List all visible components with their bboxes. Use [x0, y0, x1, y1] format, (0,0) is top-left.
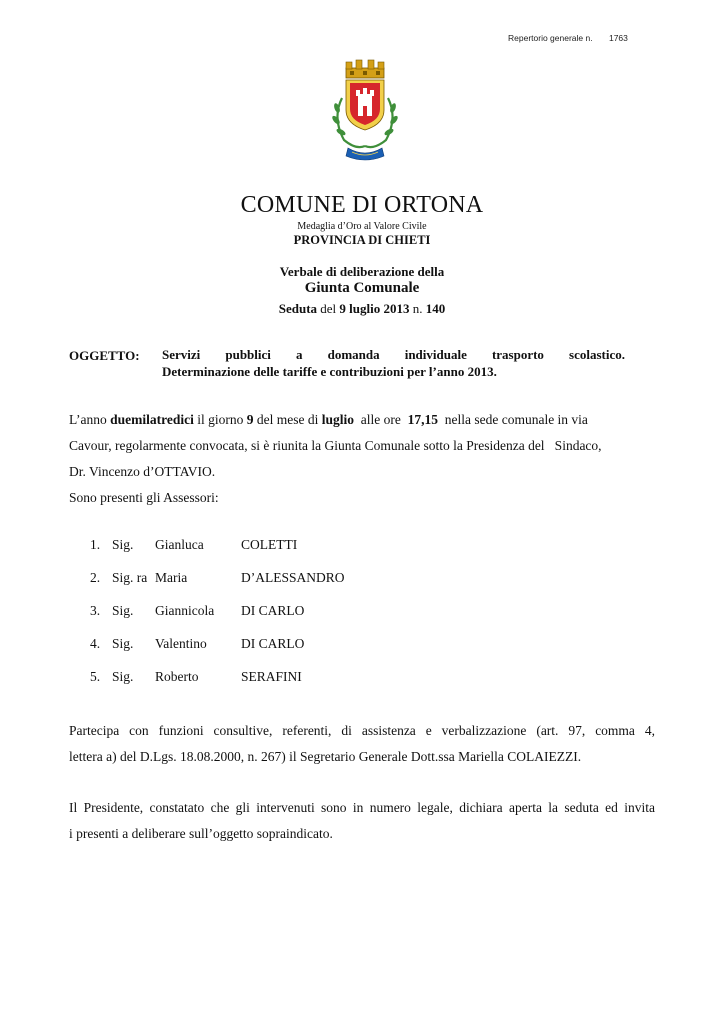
partecipa-paragraph [69, 718, 655, 770]
oggetto-line-2: Determinazione delle tariffe e contribuzioni per l’anno 2013. [162, 364, 497, 379]
seduta-n-label: n. [412, 301, 423, 316]
intro-year: duemilatredici [110, 412, 194, 427]
item-last-name: SERAFINI [241, 669, 302, 684]
partecipa-line-1: Partecipa con funzioni consultive, referenti, di assistenza e verbalizzazione (art. 97, comma 4, [69, 723, 655, 738]
partecipa-line-2: lettera a) del D.Lgs. 18.08.2000, n. 267) il Segretario Generale Dott.ssa Mariella COLAIEZZI. [69, 749, 582, 764]
item-first-name: Gianluca [155, 537, 204, 552]
intro-day: 9 [246, 412, 254, 427]
verbale-heading: Verbale di deliberazione della [279, 264, 445, 279]
item-title: Sig. [112, 669, 134, 684]
seduta-line [0, 301, 724, 317]
intro-line-1: L’anno duemilatredici il giorno 9 del mese di luglio alle ore 17,15 nella sede comunale in via [69, 412, 588, 427]
item-title: Sig. ra [112, 570, 148, 585]
presidente-line-1: Il Presidente, constatato che gli intervenuti sono in numero legale, dichiara aperta la seduta ed invita [69, 800, 655, 815]
intro-paragraph [69, 407, 655, 511]
seduta-number: 140 [425, 301, 446, 316]
seduta-date: 9 luglio 2013 [339, 301, 410, 316]
item-number: 2. [90, 570, 101, 585]
item-title: Sig. [112, 636, 134, 651]
ortona-coat-of-arms-icon [322, 58, 408, 164]
intro-month: luglio [321, 412, 354, 427]
intro-time: 17,15 [407, 412, 438, 427]
item-first-name: Giannicola [155, 603, 215, 618]
item-first-name: Valentino [155, 636, 207, 651]
item-title: Sig. [112, 537, 134, 552]
intro-line-2: Cavour, regolarmente convocata, si è riunita la Giunta Comunale sotto la Presidenza del Sindaco, [69, 438, 602, 453]
item-first-name: Roberto [155, 669, 199, 684]
item-last-name: COLETTI [241, 537, 298, 552]
subtitle: Medaglia d’Oro al Valore Civile [297, 221, 427, 232]
page-title: COMUNE DI ORTONA [240, 192, 484, 218]
presidente-line-2: i presenti a deliberare sull’oggetto sopraindicato. [69, 826, 333, 841]
intro-line-3: Dr. Vincenzo d’OTTAVIO. [69, 464, 216, 479]
item-number: 1. [90, 537, 101, 552]
item-number: 5. [90, 669, 101, 684]
oggetto-label: OGGETTO: [69, 348, 140, 363]
item-last-name: DI CARLO [241, 636, 305, 651]
repertorio-number: 1763 [608, 33, 628, 43]
repertorio-label: Repertorio generale n. [508, 33, 593, 43]
item-last-name: D’ALESSANDRO [241, 570, 345, 585]
intro-line-4: Sono presenti gli Assessori: [69, 490, 219, 505]
item-first-name: Maria [155, 570, 188, 585]
item-title: Sig. [112, 603, 134, 618]
oggetto-line-1: Servizi pubblici a domanda individuale trasporto scolastico. [162, 347, 625, 362]
item-number: 3. [90, 603, 101, 618]
item-number: 4. [90, 636, 101, 651]
seduta-del: del [320, 301, 337, 316]
repertorio-generale [508, 33, 628, 43]
presidente-paragraph [69, 795, 655, 847]
provincia: PROVINCIA DI CHIETI [293, 233, 431, 247]
seduta-label: Seduta [278, 301, 318, 316]
item-last-name: DI CARLO [241, 603, 305, 618]
giunta-heading: Giunta Comunale [304, 280, 420, 296]
